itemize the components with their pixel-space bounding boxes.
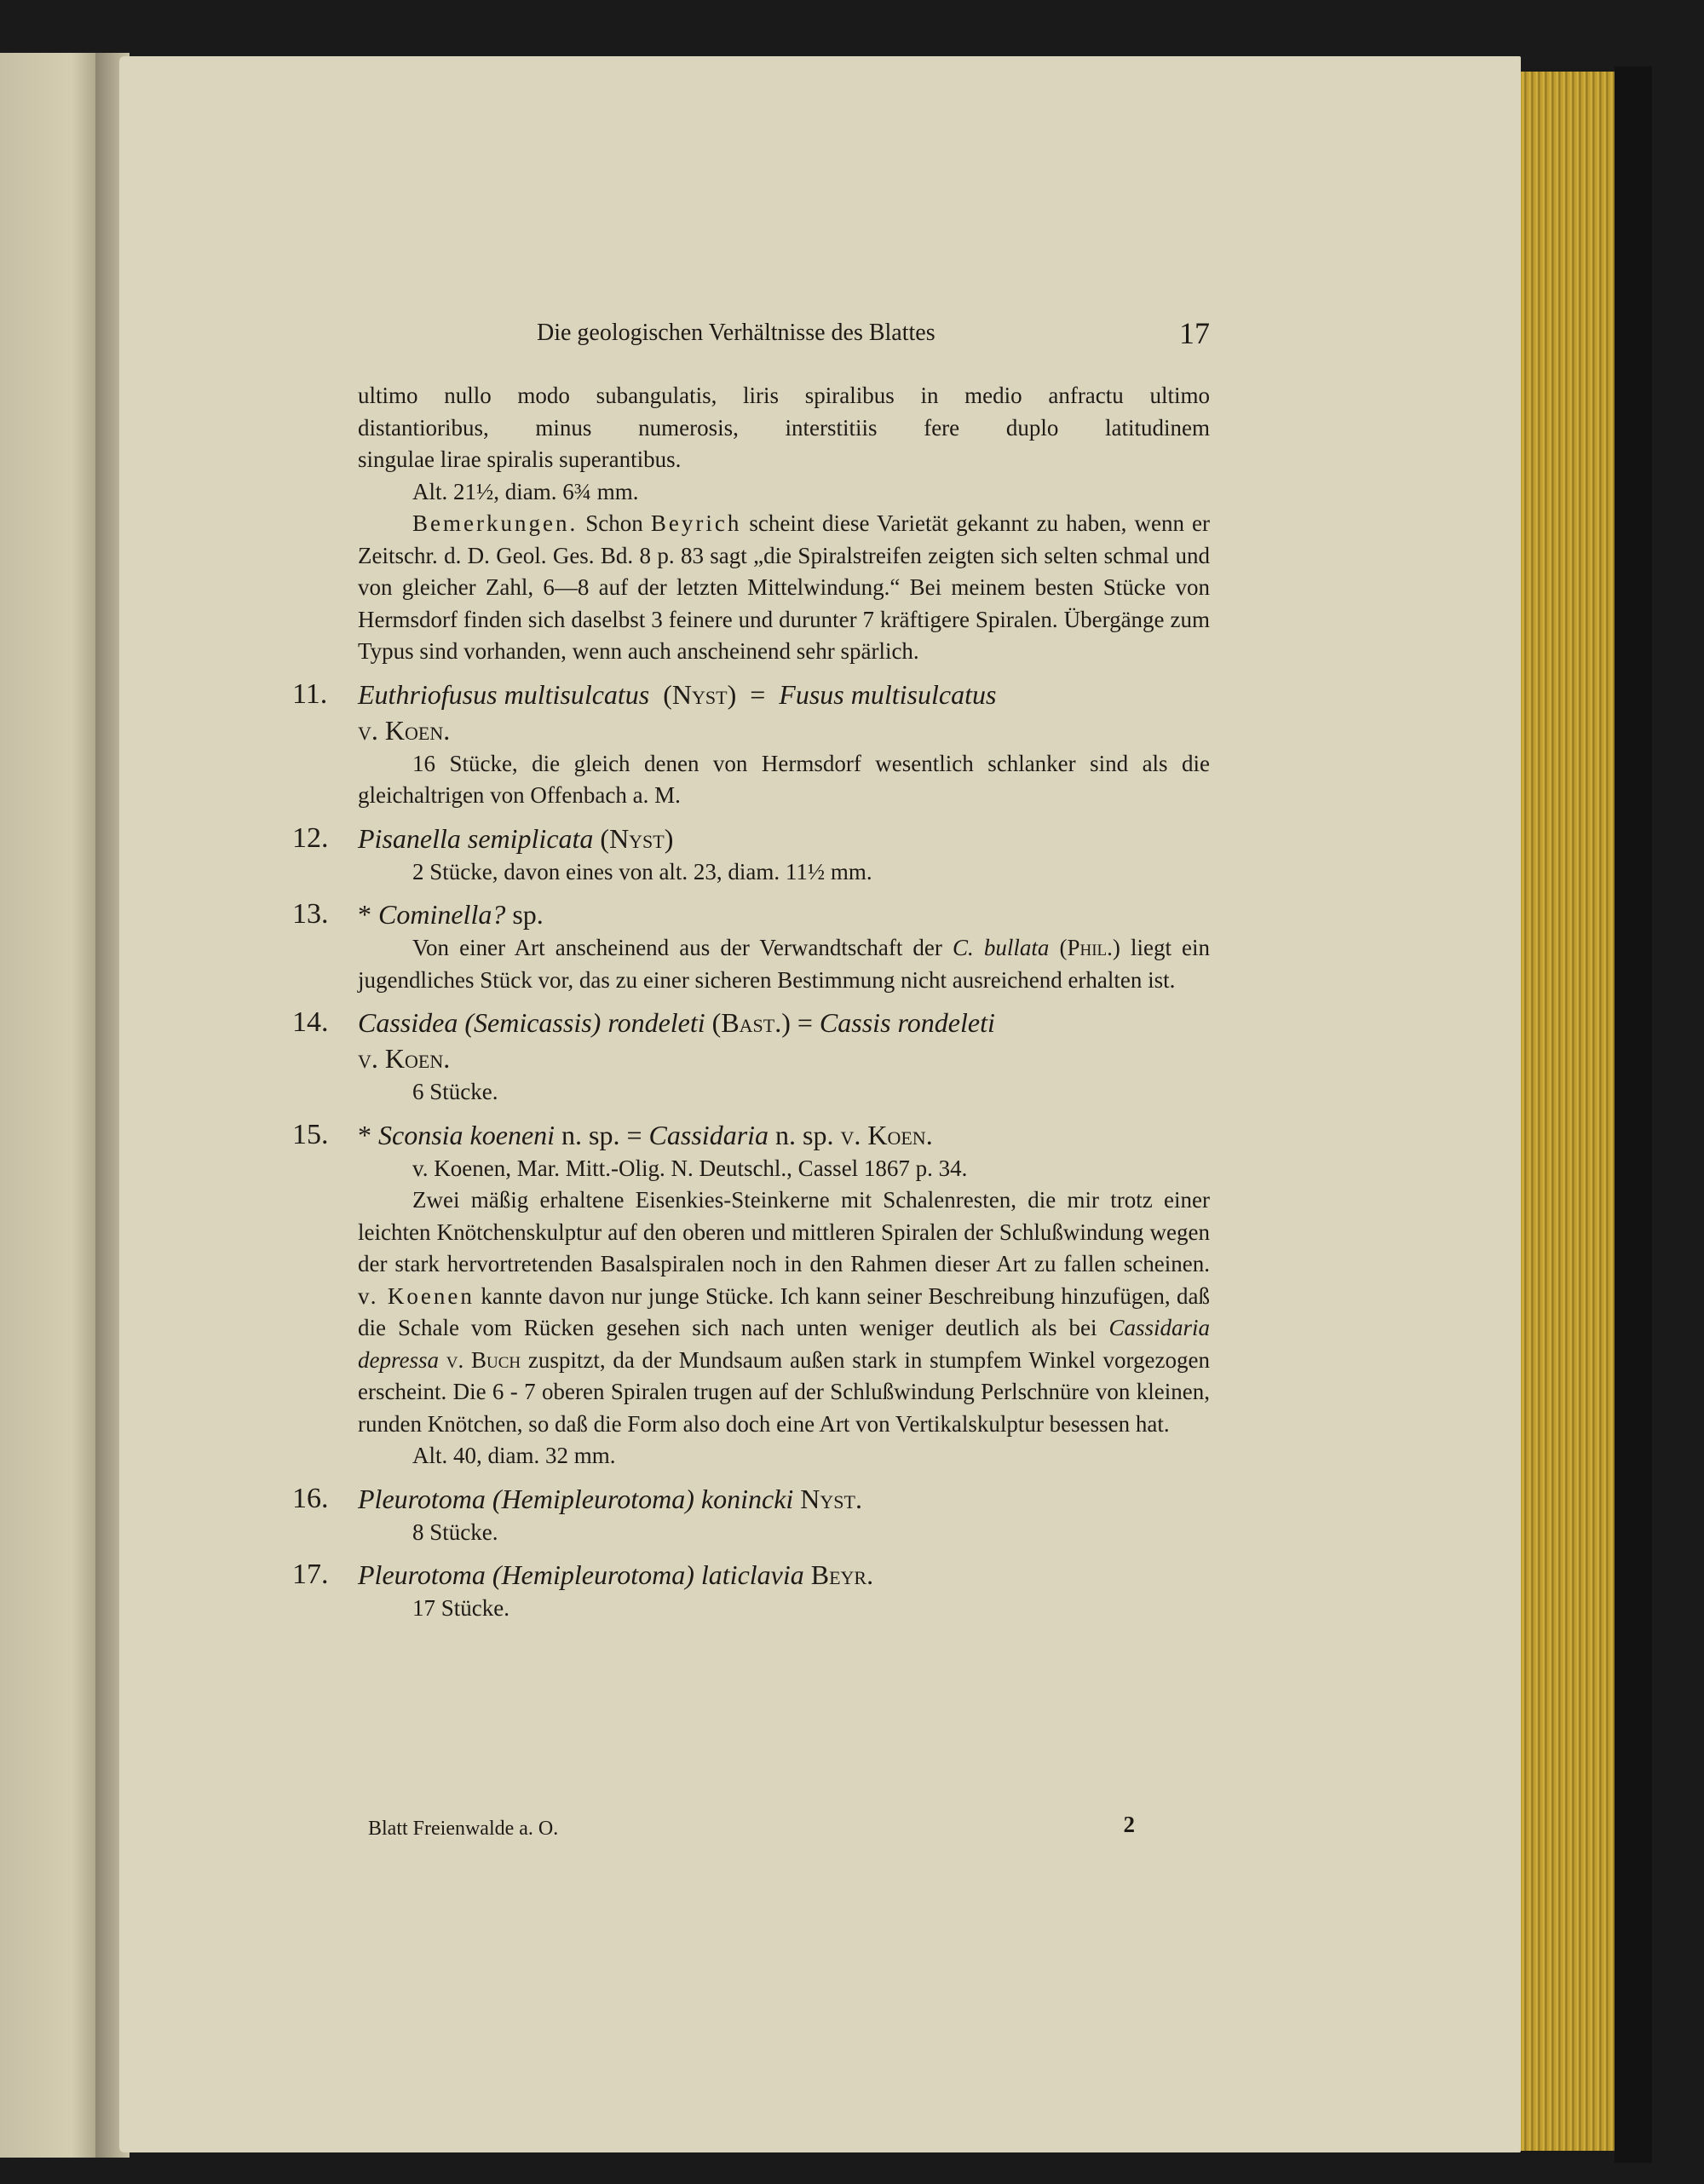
species-entry-11: [292, 677, 1210, 812]
species-heading: [358, 1557, 1210, 1593]
species-entry-15: [292, 1117, 1211, 1472]
taxon-author: Beyr.: [810, 1559, 874, 1590]
entry-number: 14.: [292, 1006, 329, 1038]
species-entry-17: [292, 1557, 1210, 1625]
latin-diagnosis-line-3: singulae lirae spiralis superantibus.: [358, 447, 682, 472]
species-entry-16: [292, 1481, 1210, 1549]
synonym-name: Fusus multisulcatus: [779, 678, 997, 710]
entry-description: 8 Stücke.: [412, 1518, 498, 1545]
entry-description: [358, 932, 1210, 996]
entry-number: 11.: [292, 677, 328, 710]
description-author: (Phil.): [1059, 935, 1120, 960]
entry-number: 17.: [292, 1559, 329, 1590]
entry-description: 16 Stücke, die gleich denen von Hermsdorf wesentlich schlanker sind als die gleichaltrigen von Offenbach a. M.: [358, 750, 1210, 808]
species-heading: [358, 821, 1210, 856]
page-number: 17: [1179, 316, 1210, 350]
description-text-b: liegt ein jugendliches Stück vor, das zu einer sicheren Bestimmung nicht ausreichend erhalten ist.: [358, 935, 1211, 993]
taxon-author: Nyst.: [800, 1483, 862, 1514]
page-footer: [368, 1812, 1135, 1841]
sheet-name: Blatt Freienwalde a. O.: [368, 1818, 559, 1840]
taxon-name: Pisanella semiplicata: [358, 822, 594, 854]
remarks-label: Bemerkungen.: [412, 510, 579, 536]
entry-description: [358, 1184, 1210, 1440]
description-text-a: Von einer Art anscheinend aus der Verwandtschaft der: [412, 935, 942, 960]
species-heading: [358, 896, 1210, 932]
latin-diagnosis-line-1: ultimo nullo modo subangulatis, liris spiralibus in medio anfractu ultimo: [358, 383, 1210, 408]
species-entry-13: [292, 896, 1211, 996]
taxon-name: Euthriofusus multisulcatus: [358, 678, 650, 710]
asterisk-mark: *: [358, 899, 371, 930]
description-author: v. Koenen: [358, 1282, 475, 1309]
entry-number: 12.: [292, 821, 329, 854]
equals-sign: =: [626, 1119, 642, 1150]
species-entry-12: [292, 821, 1210, 889]
species-heading: [358, 677, 1210, 748]
new-species-mark: n. sp.: [561, 1119, 620, 1150]
latin-diagnosis-line-2: distantioribus, minus numerosis, interstitiis fere duplo latitudinem: [358, 414, 1210, 441]
taxon-name: Cominella?: [378, 899, 506, 930]
description-taxon: Cassidaria depressa: [358, 1315, 1211, 1373]
taxon-name: Pleurotoma (Hemipleurotoma) laticlavia: [358, 1559, 804, 1590]
remarks-text-a: Schon: [585, 510, 643, 536]
synonym-author: v. Koen.: [358, 714, 451, 746]
synonym-name: Cassis rondeleti: [819, 1007, 995, 1038]
species-entry-14: [292, 1005, 1210, 1109]
taxon-author: (Nyst): [663, 678, 737, 710]
synonym-author: v. Koen.: [358, 1043, 451, 1074]
equals-sign: =: [797, 1007, 813, 1038]
synonym-tail: n. sp.: [775, 1119, 834, 1150]
running-header: [537, 317, 1210, 351]
equals-sign: =: [750, 678, 766, 710]
description-taxon: C. bullata: [953, 935, 1050, 960]
description-text-a: Zwei mäßig erhaltene Eisenkies-Steinkerne mit Schalenresten, die mir trotz einer leichten Knötchenskulptur auf den oberen und mittleren Spiralen der Schlußwindung wegen der stark hervortretenden Basalspiralen noch in den Rahmen dieser Art zu fallen scheinen.: [358, 1187, 1210, 1276]
entry-number: 13.: [292, 898, 329, 930]
entry-description: 6 Stücke.: [412, 1079, 498, 1104]
asterisk-mark: *: [358, 1119, 371, 1150]
entry-number: 15.: [292, 1118, 329, 1150]
remarks-author: Beyrich: [650, 510, 742, 536]
species-heading: [358, 1005, 1210, 1076]
entry-description: 2 Stücke, davon eines von alt. 23, diam. 11½ mm.: [412, 858, 872, 885]
taxon-name: Cassidea (Semicassis) rondeleti: [358, 1007, 705, 1038]
description-text-c: zuspitzt, da der Mundsaum außen stark in stumpfem Winkel vorgezogen erscheint. Die 6 - 7 oberen Spiralen trugen auf der Schlußwindung Perlschnüre von kleinen, runden Knötchen, so daß die Form also doch eine Art von Vertikalskulptur besessen hat.: [358, 1346, 1210, 1437]
signature-mark: 2: [1123, 1812, 1135, 1837]
species-heading: [358, 1117, 1210, 1153]
taxon-name: Pleurotoma (Hemipleurotoma) konincki: [358, 1483, 794, 1514]
synonym-name: Cassidaria: [648, 1119, 769, 1150]
entry-measurement: Alt. 40, diam. 32 mm.: [412, 1443, 616, 1468]
remarks-paragraph: [358, 508, 1210, 668]
literature-reference: v. Koenen, Mar. Mitt.-Olig. N. Deutschl., Cassel 1867 p. 34.: [412, 1155, 968, 1181]
synonym-author: v. Koen.: [840, 1119, 933, 1150]
gilt-page-edges: [1521, 72, 1615, 2151]
book-cover: [1615, 66, 1652, 2163]
page-body: [292, 380, 1211, 1625]
intro-measurement: Alt. 21½, diam. 6¾ mm.: [412, 478, 639, 504]
taxon-author: (Nyst): [600, 822, 674, 854]
facing-page-left: [0, 53, 102, 2158]
running-title: Die geologischen Verhältnisse des Blattes: [537, 320, 935, 346]
species-abbrev: sp.: [512, 899, 544, 930]
remarks-text-b: scheint diese Varietät gekannt zu haben, wenn er Zeitschr. d. D. Geol. Ges. Bd. 8 p. 83 sagt „die Spiralstreifen zeigten sich selten schmal und von gleicher Zahl, 6—8 auf der letzten Mittelwindung.“ Bei meinem besten Stücke von Hermsdorf finden sich daselbst 3 feinere und durunter 7 kräftigere Spiralen. Übergänge zum Typus sind vorhanden, wenn auch anscheinend sehr spärlich.: [358, 510, 1210, 664]
taxon-author: (Bast.): [711, 1007, 791, 1038]
species-heading: [358, 1481, 1210, 1517]
entry-description: 17 Stücke.: [412, 1595, 509, 1621]
description-text-b: kannte davon nur junge Stücke. Ich kann seiner Beschreibung hinzufügen, daß die Schale vom Rücken gesehen sich nach unten weniger deutlich als bei: [358, 1282, 1211, 1340]
entry-number: 16.: [292, 1482, 329, 1514]
taxon-name: Sconsia koeneni: [378, 1119, 556, 1150]
description-taxon-author: v. Buch: [446, 1346, 521, 1373]
